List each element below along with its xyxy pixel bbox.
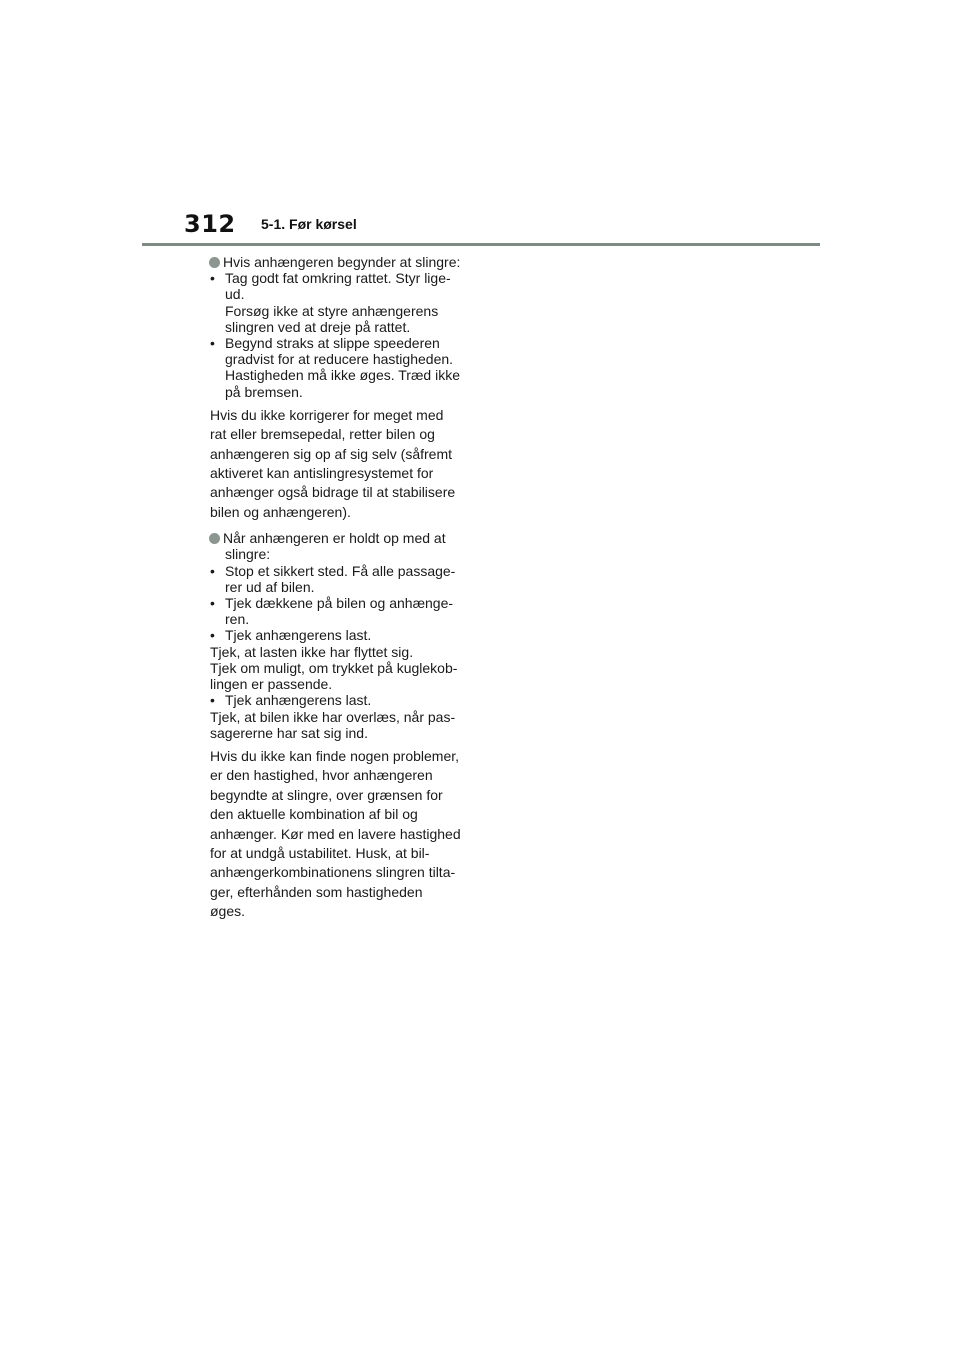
bullet-circle-icon xyxy=(209,257,220,268)
note-text: slingren ved at dreje på rattet. xyxy=(225,318,411,335)
note-text: Tjek, at bilen ikke har overlæs, når pas- xyxy=(210,708,456,725)
note-text: sagererne har sat sig ind. xyxy=(210,724,368,741)
list-item-text: Tjek anhængerens last. xyxy=(225,627,372,644)
paragraph-line: anhænger også bidrage til at stabilisere xyxy=(210,484,456,501)
paragraph-line: den aktuelle kombination af bil og xyxy=(210,806,418,823)
paragraph-line: ger, efterhånden som hastigheden xyxy=(210,883,423,900)
paragraph-line: bilen og anhængeren). xyxy=(210,503,351,520)
list-item-text: Tjek anhængerens last. xyxy=(225,692,372,709)
list-item-continuation: ud. xyxy=(225,286,245,303)
paragraph-line: er den hastighed, hvor anhængeren xyxy=(210,767,433,784)
paragraph-line: begyndte at slingre, over grænsen for xyxy=(210,786,443,803)
list-item xyxy=(210,270,472,286)
bullet-heading xyxy=(210,530,472,546)
paragraph-line: anhængerkombinationens slingren tilta- xyxy=(210,864,456,881)
list-item-continuation: gradvist for at reducere hastigheden. xyxy=(225,351,454,368)
list-item-text: Tag godt fat omkring rattet. Styr lige- xyxy=(225,270,451,287)
list-item-continuation: ren. xyxy=(225,611,250,628)
list-item-text: Begynd straks at slippe speederen xyxy=(225,335,440,352)
paragraph-line: for at undgå ustabilitet. Husk, at bil- xyxy=(210,844,430,861)
bullet-dot: • xyxy=(210,335,215,352)
list-item xyxy=(210,595,472,611)
bullet-dot: • xyxy=(210,270,215,287)
paragraph-line: Hvis du ikke korrigerer for meget med xyxy=(210,406,444,423)
paragraph xyxy=(210,406,472,522)
list-item xyxy=(210,335,472,351)
list-item-continuation: rer ud af bilen. xyxy=(225,578,315,595)
bullet-dot: • xyxy=(210,627,215,644)
page-number: 312 xyxy=(184,210,236,238)
list-item xyxy=(210,627,472,643)
header-divider xyxy=(142,243,820,246)
paragraph-line: aktiveret kan antislingresystemet for xyxy=(210,465,434,482)
paragraph-line: anhængeren sig op af sig selv (såfremt xyxy=(210,445,453,462)
paragraph-line: anhænger. Kør med en lavere hastighed xyxy=(210,825,461,842)
bullet-heading-text: Når anhængeren er holdt op med at xyxy=(223,530,446,547)
list-item xyxy=(210,692,472,708)
bullet-heading-continuation: slingre: xyxy=(225,546,271,563)
paragraph-line: Hvis du ikke kan finde nogen problemer, xyxy=(210,747,460,764)
note-text: Tjek, at lasten ikke har flyttet sig. xyxy=(210,643,414,660)
paragraph xyxy=(210,747,472,922)
bullet-section-swaying xyxy=(210,254,472,522)
bullet-heading-text: Hvis anhængeren begynder at slingre: xyxy=(223,254,461,270)
bullet-dot: • xyxy=(210,562,215,579)
bullet-dot: • xyxy=(210,595,215,612)
list-item-text: Tjek dækkene på bilen og anhænge- xyxy=(225,595,454,612)
paragraph-line: øges. xyxy=(210,903,246,920)
note-text: Forsøg ikke at styre anhængerens xyxy=(225,302,439,319)
bullet-dot: • xyxy=(210,692,215,709)
list-item xyxy=(210,563,472,579)
note-text: Hastigheden må ikke øges. Træd ikke xyxy=(225,367,460,384)
bullet-section-after-swaying xyxy=(210,530,472,921)
list-item-text: Stop et sikkert sted. Få alle passage- xyxy=(225,562,456,579)
note-text: på bremsen. xyxy=(225,383,303,400)
document-body xyxy=(210,254,472,930)
bullet-circle-icon xyxy=(209,533,220,544)
paragraph-line: rat eller bremsepedal, retter bilen og xyxy=(210,426,435,443)
note-text: Tjek om muligt, om trykket på kuglekob- xyxy=(210,659,458,676)
note-text: lingen er passende. xyxy=(210,676,333,693)
section-title: 5-1. Før kørsel xyxy=(261,216,357,232)
bullet-heading xyxy=(210,254,472,270)
